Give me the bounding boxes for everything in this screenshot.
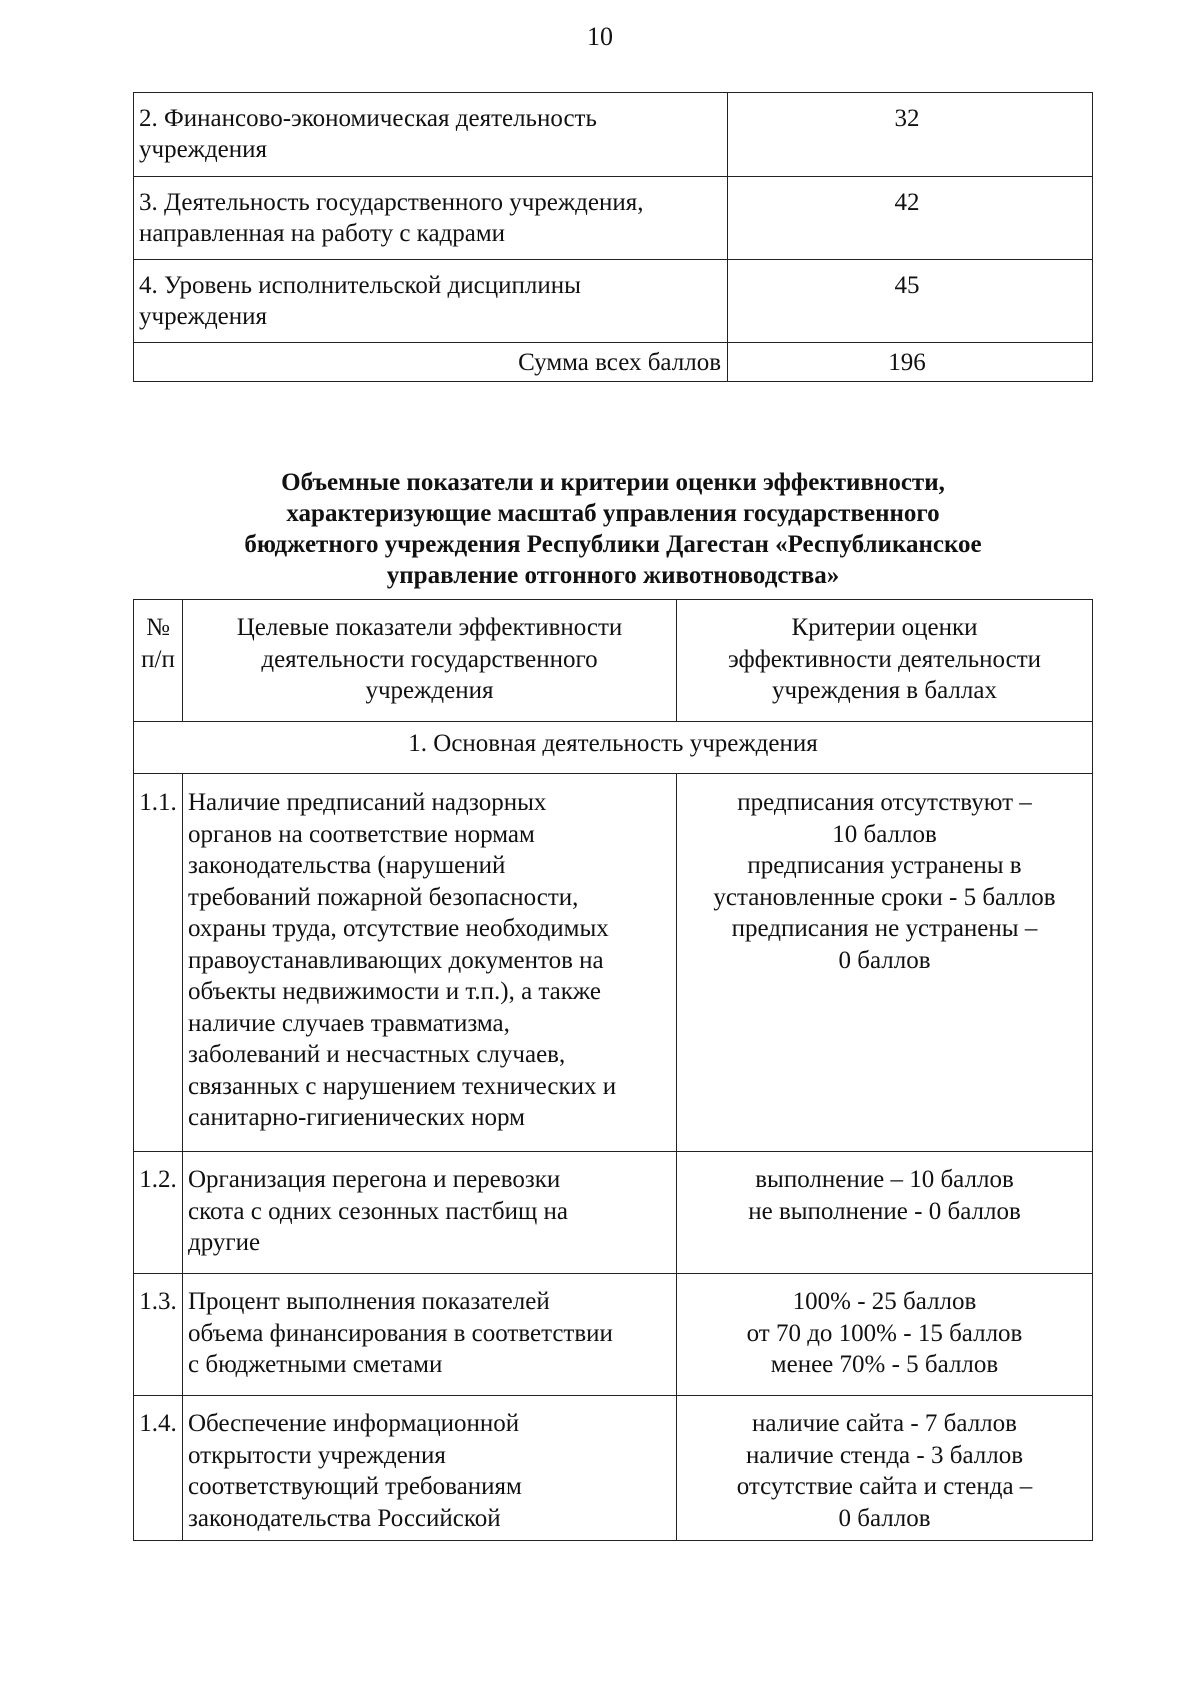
text-line: Организация перегона и перевозки <box>188 1166 561 1193</box>
summary-value: 45 <box>728 260 1093 343</box>
header-criteria <box>677 600 1093 722</box>
text-line: соответствующий требованиям <box>188 1473 522 1500</box>
summary-value: 42 <box>728 177 1093 260</box>
table-row <box>134 1396 1093 1541</box>
text-line: 2. Финансово-экономическая деятельность <box>139 105 597 132</box>
heading-line: характеризующие масштаб управления государственного <box>286 500 940 527</box>
criteria-cell <box>677 1152 1093 1274</box>
summary-table <box>133 92 1093 382</box>
text-line: Наличие предписаний надзорных <box>188 789 547 816</box>
text-line: Целевые показатели эффективности <box>236 614 623 641</box>
text-line: № <box>146 614 170 641</box>
indicator-cell <box>183 774 677 1152</box>
text-line: предписания отсутствуют – <box>737 789 1032 816</box>
table-row <box>134 93 1093 177</box>
text-line: наличие стенда - 3 баллов <box>745 1441 1024 1469</box>
text-line: охраны труда, отсутствие необходимых <box>188 915 609 942</box>
text-line: п/п <box>141 645 175 673</box>
text-line: объема финансирования в соответствии <box>188 1319 613 1347</box>
text-line: законодательства Российской <box>188 1504 501 1532</box>
indicator-cell <box>183 1396 677 1541</box>
text-line: 0 баллов <box>838 1504 931 1532</box>
section-row <box>134 722 1093 774</box>
header-indicator <box>183 600 677 722</box>
criteria-cell <box>677 1396 1093 1541</box>
summary-label <box>134 177 728 260</box>
text-line: с бюджетными сметами <box>188 1351 443 1378</box>
criteria-cell <box>677 774 1093 1152</box>
text-line: от 70 до 100% - 15 баллов <box>746 1319 1023 1347</box>
text-line: 4. Уровень исполнительской дисциплины <box>139 272 581 299</box>
text-line: другие <box>188 1229 261 1256</box>
total-row <box>134 343 1093 382</box>
heading-line: бюджетного учреждения Республики Дагестан «Республиканское <box>244 531 982 558</box>
text-line: предписания устранены в <box>747 852 1022 879</box>
text-line: заболеваний и несчастных случаев, <box>188 1041 566 1068</box>
section-title: 1. Основная деятельность учреждения <box>134 722 1093 774</box>
table-row <box>134 1274 1093 1396</box>
row-number: 1.3. <box>134 1274 183 1396</box>
heading-line: управление отгонного животноводства» <box>386 562 840 589</box>
indicator-cell <box>183 1152 677 1274</box>
text-line: открытости учреждения <box>188 1441 446 1469</box>
text-line: требований пожарной безопасности, <box>188 883 579 911</box>
text-line: связанных с нарушением технических и <box>188 1072 617 1100</box>
table-row <box>134 177 1093 260</box>
text-line: установленные сроки - 5 баллов <box>713 883 1056 911</box>
text-line: учреждения <box>365 677 494 704</box>
text-line: учреждения <box>139 136 268 163</box>
row-number: 1.4. <box>134 1396 183 1541</box>
summary-label <box>134 93 728 177</box>
row-number: 1.2. <box>134 1152 183 1274</box>
text-line: скота с одних сезонных пастбищ на <box>188 1197 568 1225</box>
text-line: законодательства (нарушений <box>188 852 506 879</box>
text-line: учреждения в баллах <box>772 677 997 704</box>
section-heading <box>133 467 1093 591</box>
criteria-cell <box>677 1274 1093 1396</box>
indicator-cell <box>183 1274 677 1396</box>
text-line: выполнение – 10 баллов <box>755 1166 1014 1193</box>
row-number: 1.1. <box>134 774 183 1152</box>
text-line: Процент выполнения показателей <box>188 1288 550 1315</box>
text-line: предписания не устранены – <box>731 915 1038 942</box>
heading-line: Объемные показатели и критерии оценки эффективности, <box>281 469 945 496</box>
criteria-table <box>133 599 1093 1541</box>
total-value: 196 <box>728 343 1093 382</box>
text-line: учреждения <box>139 303 268 330</box>
text-line: 0 баллов <box>838 946 931 974</box>
text-line: деятельности государственного <box>261 645 598 673</box>
text-line: отсутствие сайта и стенда – <box>736 1473 1033 1500</box>
text-line: эффективности деятельности <box>727 645 1042 673</box>
text-line: не выполнение - 0 баллов <box>748 1197 1021 1225</box>
text-line: 3. Деятельность государственного учреждения, <box>139 189 644 216</box>
text-line: санитарно-гигиенических норм <box>188 1104 525 1131</box>
text-line: Критерии оценки <box>791 614 978 641</box>
table-row <box>134 260 1093 343</box>
text-line: Обеспечение информационной <box>188 1410 520 1437</box>
text-line: менее 70% - 5 баллов <box>770 1351 999 1378</box>
text-line: 10 баллов <box>832 820 937 848</box>
table-row <box>134 1152 1093 1274</box>
text-line: объекты недвижимости и т.п.), а также <box>188 978 601 1005</box>
page-number: 10 <box>587 22 613 51</box>
header-num <box>134 600 183 722</box>
summary-label <box>134 260 728 343</box>
table-row <box>134 774 1093 1152</box>
text-line: направленная на работу с кадрами <box>139 220 506 247</box>
summary-value: 32 <box>728 93 1093 177</box>
total-label: Сумма всех баллов <box>134 343 728 382</box>
text-line: наличие сайта - 7 баллов <box>752 1410 1017 1437</box>
text-line: правоустанавливающих документов на <box>188 946 604 974</box>
text-line: наличие случаев травматизма, <box>188 1009 510 1037</box>
header-row <box>134 600 1093 722</box>
text-line: 100% - 25 баллов <box>792 1288 977 1315</box>
text-line: органов на соответствие нормам <box>188 820 535 848</box>
